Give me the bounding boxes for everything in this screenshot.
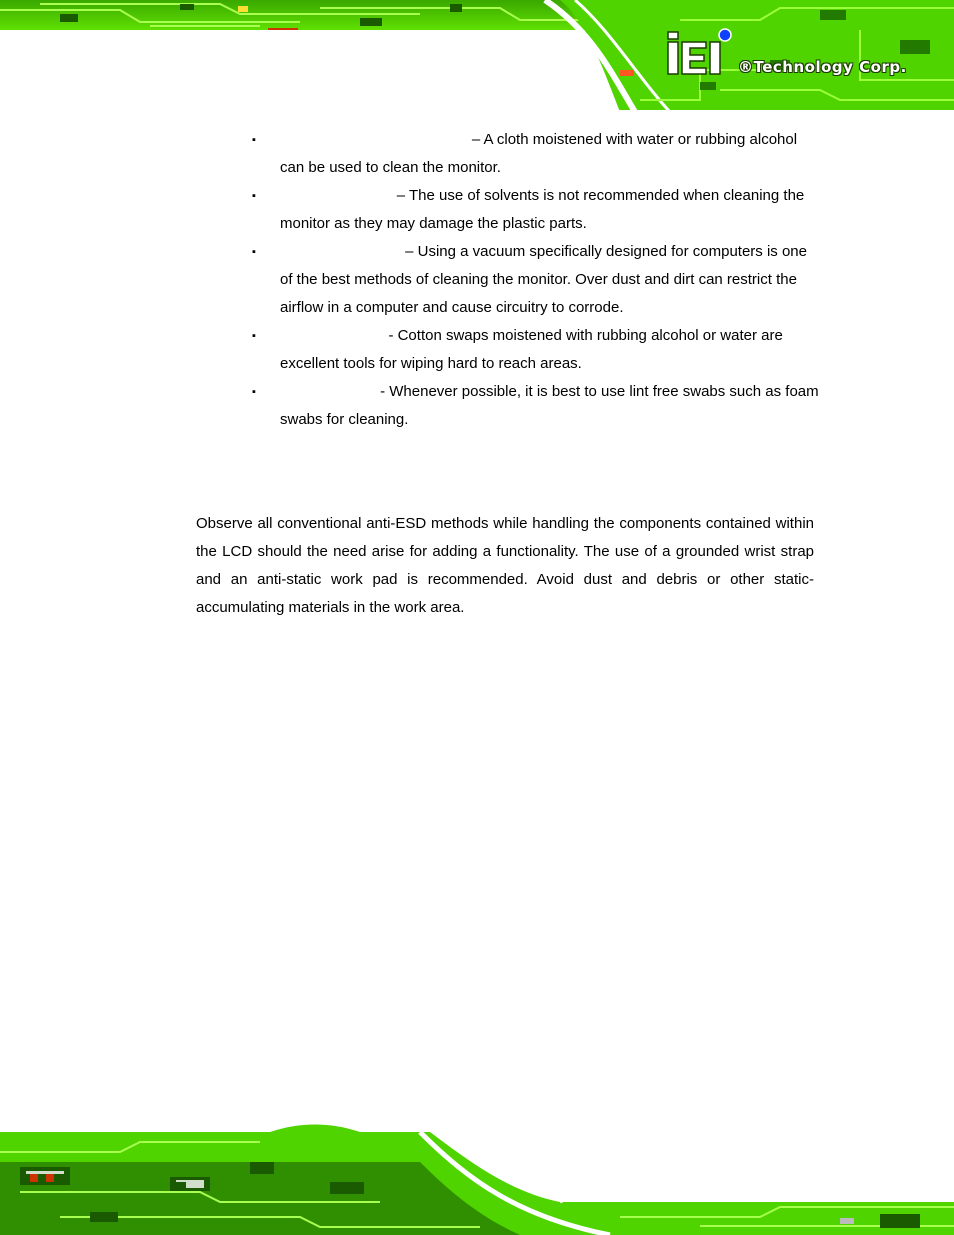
- list-item: [252, 378, 820, 434]
- bullet-marker: ▪: [252, 330, 256, 342]
- company-name: ®Technology Corp.: [738, 58, 907, 76]
- bullet-text: – A cloth moistened with water or rubbing alcohol can be used to clean the monitor.: [280, 131, 798, 176]
- page-header-banner: [0, 0, 954, 112]
- circuit-board-footer-graphic: [0, 1122, 954, 1235]
- bullet-marker: ▪: [252, 386, 256, 398]
- iei-logo: [666, 28, 926, 80]
- cleaning-tools-list: [252, 126, 820, 434]
- bullet-marker: ▪: [252, 190, 256, 202]
- list-item: [252, 238, 820, 322]
- list-item: [252, 126, 820, 182]
- bullet-text: - Whenever possible, it is best to use lint free swabs such as foam swabs for cleaning.: [280, 383, 819, 428]
- anti-esd-paragraph: Observe all conventional anti-ESD methods while handling the components contained within the LCD should the need arise for adding a functionality. The use of a grounded wrist strap and an anti-static work pad is recommended. Avoid dust and debris or other static-accumulating materials in the work area.: [196, 515, 814, 616]
- bullet-text: - Cotton swaps moistened with rubbing alcohol or water are excellent tools for wiping hard to reach areas.: [280, 327, 783, 372]
- page-footer-banner: [0, 1122, 954, 1235]
- list-item: [252, 182, 820, 238]
- iei-logo-mark: [666, 28, 732, 76]
- bullet-text: – Using a vacuum specifically designed for computers is one of the best methods of cleaning the monitor. Over dust and dirt can restrict the airflow in a computer and cause circuitry to corrode.: [280, 243, 807, 316]
- bullet-text: – The use of solvents is not recommended when cleaning the monitor as they may damage the plastic parts.: [280, 187, 805, 232]
- bullet-marker: ▪: [252, 246, 256, 258]
- bullet-marker: ▪: [252, 134, 256, 146]
- list-item: [252, 322, 820, 378]
